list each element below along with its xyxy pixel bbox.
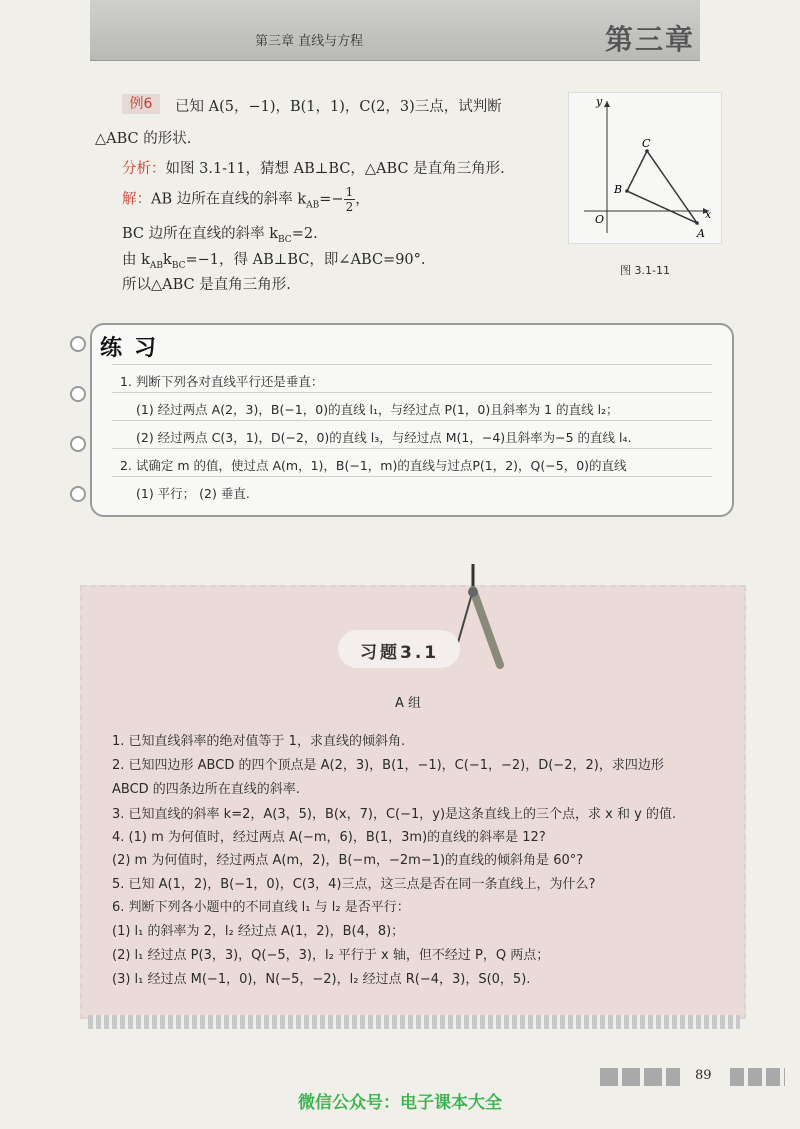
homework-item: 6. 判断下列各小题中的不同直线 l₁ 与 l₂ 是否平行：	[112, 900, 410, 915]
solution-label: 解：	[122, 191, 151, 208]
solution-text: AB 边所在直线的斜率 k	[151, 191, 307, 208]
rule-line	[112, 448, 712, 449]
homework-item: ABCD 的四条边所在直线的斜率.	[112, 782, 300, 797]
exercise-q1: 1. 判断下列各对直线平行还是垂直：	[120, 374, 324, 389]
binder-ring	[70, 336, 86, 352]
rule-line	[112, 420, 712, 421]
by-prefix: 由 k	[122, 252, 150, 268]
homework-item: (3) l₁ 经过点 M(−1，0)，N(−5，−2)，l₂ 经过点 R(−4，3)，S(0，5).	[112, 972, 531, 987]
binder-ring	[70, 386, 86, 402]
analysis-text: 如图 3.1-11，猜想 AB⊥BC，△ABC 是直角三角形.	[165, 161, 505, 177]
homework-item: (2) m 为何值时，经过两点 A(m，2)，B(−m，−2m−1)的直线的倾斜角是 60°?	[112, 853, 584, 868]
by-sub-bc: BC	[171, 260, 186, 271]
homework-item: 5. 已知 A(1，2)，B(−1，0)，C(3，4)三点，这三点是否在同一条直线上，为什么?	[112, 877, 596, 892]
analysis-label: 分析：	[122, 161, 166, 177]
by-line	[122, 248, 426, 271]
solution-line	[122, 185, 370, 214]
exercise-q2: 2. 试确定 m 的值，使过点 A(m，1)，B(−1，m)的直线与过点P(1，2)，Q(−5，0)的直线	[120, 458, 627, 473]
sub-bc: BC	[278, 234, 292, 245]
label-b: B	[614, 183, 623, 196]
label-x: x	[705, 208, 712, 221]
by-k: k	[163, 252, 172, 268]
analysis-line	[122, 157, 505, 178]
page-bar-right	[730, 1068, 785, 1086]
homework-item: (1) l₁ 的斜率为 2，l₂ 经过点 A(1，2)，B(4，8)；	[112, 924, 405, 939]
y-arrow	[604, 101, 610, 107]
coordinate-figure	[568, 92, 722, 244]
homework-title: 习题3.1	[360, 643, 440, 663]
homework-item: 4. (1) m 为何值时，经过两点 A(−m，6)，B(1，3m)的直线的斜率是 12?	[112, 830, 546, 845]
example-line1: 已知 A(5，−1)，B(1，1)，C(2，3)三点，试判断	[175, 99, 502, 115]
figure-svg	[569, 93, 721, 243]
point-b	[625, 189, 629, 193]
exercise-q1-1: (1) 经过两点 A(2，3)，B(−1，0)的直线 l₁，与经过点 P(1，0)且斜率为 1 的直线 l₂；	[136, 402, 619, 417]
rule-line	[112, 364, 712, 365]
figure-caption: 图 3.1-11	[620, 264, 670, 277]
homework-item: 1. 已知直线斜率的绝对值等于 1，求直线的倾斜角.	[112, 734, 406, 749]
binder-ring	[70, 486, 86, 502]
solution-comma: ，	[355, 191, 370, 208]
homework-item: 3. 已知直线的斜率 k=2，A(3，5)，B(x，7)，C(−1，y)是这条直线上的三个点，求 x 和 y 的值.	[112, 807, 677, 822]
fraction-den: 2	[345, 200, 354, 214]
example-label: 例6	[122, 94, 160, 114]
so-line: 所以△ABC 是直角三角形.	[122, 277, 291, 293]
binder-ring	[70, 436, 86, 452]
triangle-abc	[627, 151, 697, 223]
by-sub-ab: AB	[149, 260, 164, 271]
header-chapter: 第三章	[605, 23, 696, 56]
label-a: A	[697, 227, 705, 240]
bc-eq: =2.	[291, 226, 318, 242]
homework-bottom-strip	[88, 1015, 740, 1029]
footer-watermark: 微信公众号：电子课本大全	[298, 1093, 502, 1113]
page-number: 89	[695, 1068, 712, 1083]
homework-item: 2. 已知四边形 ABCD 的四个顶点是 A(2，3)，B(1，−1)，C(−1，−2)，D(−2，2)，求四边形	[112, 758, 664, 773]
bc-text: BC 边所在直线的斜率 k	[122, 226, 279, 242]
example-line2: △ABC 的形状.	[95, 131, 192, 147]
exercise-q2-options: (1) 平行； (2) 垂直.	[136, 486, 250, 501]
label-o: O	[595, 213, 605, 226]
bc-line	[122, 222, 318, 245]
rule-line	[112, 392, 712, 393]
label-y: y	[596, 95, 603, 108]
fraction-num: 1	[345, 185, 354, 199]
fraction	[344, 185, 356, 214]
solution-eq: =−	[319, 191, 344, 208]
point-a	[695, 221, 699, 225]
exercise-title: 练习	[100, 336, 169, 361]
page-bar-left	[600, 1068, 680, 1086]
homework-group: A 组	[395, 696, 422, 711]
exercise-q1-2: (2) 经过两点 C(3，1)，D(−2，0)的直线 l₃，与经过点 M(1，−4)且斜率为−5 的直线 l₄.	[136, 430, 632, 445]
sub-ab: AB	[306, 200, 320, 211]
by-text: =−1，得 AB⊥BC，即∠ABC=90°.	[185, 252, 426, 268]
rule-line	[112, 476, 712, 477]
homework-item: (2) l₁ 经过点 P(3，3)，Q(−5，3)，l₂ 平行于 x 轴，但不经过 P，Q 两点；	[112, 948, 550, 963]
header-subtitle: 第三章 直线与方程	[255, 34, 364, 49]
label-c: C	[642, 137, 651, 150]
